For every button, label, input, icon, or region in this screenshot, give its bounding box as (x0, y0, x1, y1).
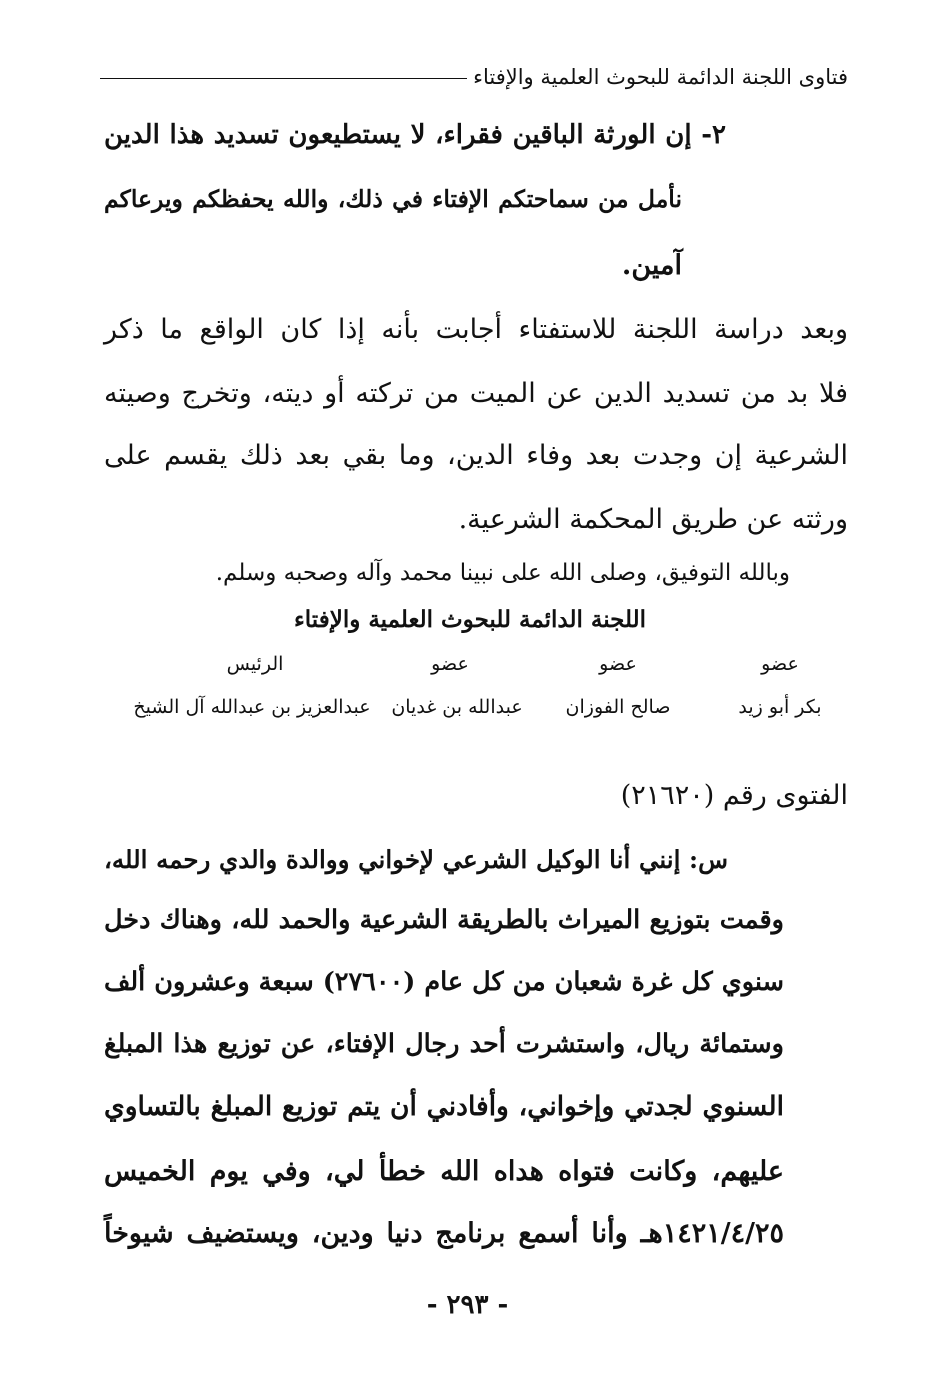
question-line: عليهم، وكانت فتواه هداه الله خطأ لي، وفي يوم الخميس (104, 1156, 784, 1187)
running-header (100, 60, 848, 94)
question-end-line: ٢- إن الورثة الباقين فقراء، لا يستطيعون تسديد هذا الدين (104, 120, 726, 150)
question-line: وقمت بتوزيع الميراث بالطريقة الشرعية والحمد لله، وهناك دخل (104, 905, 784, 935)
answer-line: وبعد دراسة اللجنة للاستفتاء أجابت بأنه إذا كان الواقع ما ذكر (104, 314, 848, 345)
member-name: عبدالعزيز بن عبدالله آل الشيخ (133, 696, 371, 718)
question-line: السنوي لجدتي وإخواني، وأفادني أن يتم توزيع المبلغ بالتساوي (104, 1091, 784, 1122)
committee-name: اللجنة الدائمة للبحوث العلمية والإفتاء (293, 606, 647, 633)
question-end-line: نأمل من سماحتكم الإفتاء في ذلك، والله يحفظكم ويرعاكم (104, 185, 682, 213)
member-role: عضو (599, 653, 637, 675)
fatwa-number: الفتوى رقم (٢١٦٢٠) (620, 780, 848, 811)
answer-line: ورثته عن طريق المحكمة الشرعية. (458, 504, 848, 535)
closing-prayer: وبالله التوفيق، وصلى الله على نبينا محمد وآله وصحبه وسلم. (215, 560, 790, 586)
header-rule (100, 78, 467, 79)
question-line: سنوي كل غرة شعبان من كل عام (٢٧٦٠٠) سبعة وعشرون ألف (104, 967, 784, 997)
question-line: ١٤٢١/٤/٢٥هـ وأنا أسمع برنامج دنيا ودين، ويستضيف شيوخاً (104, 1218, 784, 1249)
answer-line: فلا بد من تسديد الدين عن الميت من تركته أو ديته، وتخرج وصيته (104, 378, 848, 409)
member-name: بكر أبو زيد (738, 696, 822, 718)
question-line: س: إنني أنا الوكيل الشرعي لإخواني ووالدة والدي رحمه الله، (104, 845, 728, 874)
header-title: فتاوى اللجنة الدائمة للبحوث العلمية والإفتاء (473, 65, 848, 89)
member-name: عبدالله بن غديان (391, 696, 523, 718)
page-number: - ٢٩٣ - (426, 1290, 509, 1320)
member-role: الرئيس (226, 653, 284, 675)
question-line: وستمائة ريال، واستشرت أحد رجال الإفتاء، عن توزيع هذا المبلغ (104, 1029, 784, 1059)
member-role: عضو (431, 653, 469, 675)
question-end-line: آمين. (621, 250, 682, 281)
member-role: عضو (761, 653, 799, 675)
member-name: صالح الفوزان (565, 696, 671, 718)
answer-line: الشرعية إن وجدت بعد وفاء الدين، وما بقي بعد ذلك يقسم على (104, 440, 848, 471)
